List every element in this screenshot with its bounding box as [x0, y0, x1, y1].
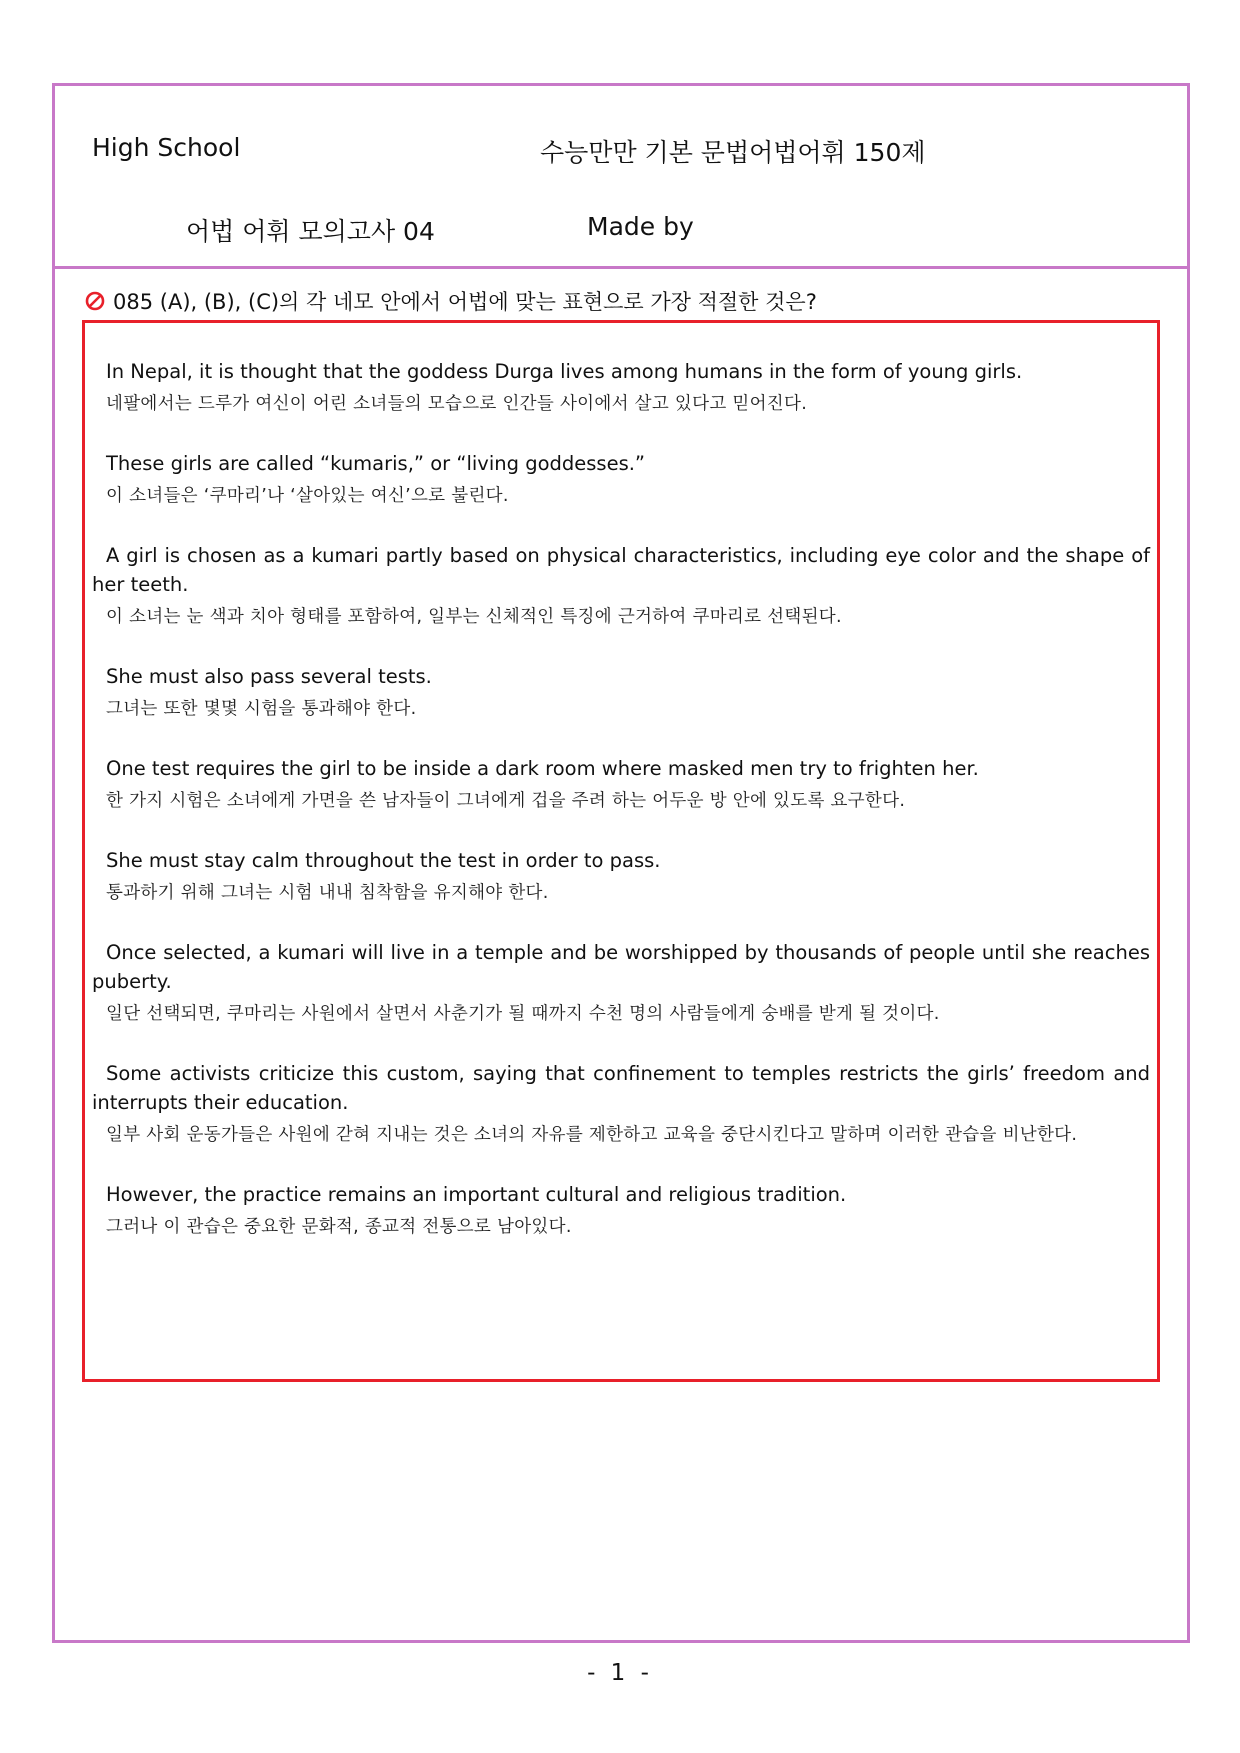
korean-translation: 일단 선택되면, 쿠마리는 사원에서 살면서 사춘기가 될 때까지 수천 명의 사람들에게 숭배를 받게 될 것이다. — [106, 1004, 940, 1024]
english-sentence: In Nepal, it is thought that the goddess Durga lives among humans in the form of young girls. — [106, 360, 1023, 383]
english-sentence: One test requires the girl to be inside a dark room where masked men try to frighten her. — [106, 757, 979, 780]
made-by-label: Made by — [587, 212, 694, 241]
sentence-pair — [92, 449, 1150, 511]
english-sentence: Once selected, a kumari will live in a temple and be worshipped by thousands of people until she reaches puberty. — [92, 941, 1150, 993]
korean-translation: 그러나 이 관습은 중요한 문화적, 종교적 전통으로 남아있다. — [106, 1217, 572, 1237]
school-level: High School — [92, 133, 241, 162]
question-text: 085 (A), (B), (C)의 각 네모 안에서 어법에 맞는 표현으로 가장 적절한 것은? — [113, 290, 817, 314]
english-sentence: These girls are called “kumaris,” or “living goddesses.” — [106, 452, 646, 475]
sentence-pair — [92, 541, 1150, 632]
sentence-pair — [92, 357, 1150, 419]
sentence-pair — [92, 846, 1150, 908]
korean-translation: 이 소녀들은 ‘쿠마리’나 ‘살아있는 여신’으로 불린다. — [106, 486, 509, 506]
workbook-title: 수능만만 기본 문법어법어휘 150제 — [540, 138, 926, 167]
question-heading — [85, 286, 817, 316]
english-sentence: A girl is chosen as a kumari partly based on physical characteristics, including eye color and the shape of her teeth. — [92, 544, 1150, 596]
sentence-pair — [92, 1180, 1150, 1242]
korean-translation: 그녀는 또한 몇몇 시험을 통과해야 한다. — [106, 699, 417, 719]
korean-translation: 이 소녀는 눈 색과 치아 형태를 포함하여, 일부는 신체적인 특징에 근거하여 쿠마리로 선택된다. — [106, 607, 842, 627]
header-divider — [55, 266, 1187, 269]
korean-translation: 한 가지 시험은 소녀에게 가면을 쓴 남자들이 그녀에게 겁을 주려 하는 어두운 방 안에 있도록 요구한다. — [106, 791, 906, 811]
english-sentence: She must stay calm throughout the test in order to pass. — [106, 849, 661, 872]
passage — [92, 357, 1150, 1272]
english-sentence: Some activists criticize this custom, saying that confinement to temples restricts the girls’ freedom and interrupts their education. — [92, 1062, 1150, 1114]
english-sentence: She must also pass several tests. — [106, 665, 432, 688]
page-number: - 1 - — [587, 1660, 653, 1686]
sentence-pair — [92, 938, 1150, 1029]
sentence-pair — [92, 662, 1150, 724]
sentence-pair — [92, 754, 1150, 816]
sentence-pair — [92, 1059, 1150, 1150]
korean-translation: 네팔에서는 드루가 여신이 어린 소녀들의 모습으로 인간들 사이에서 살고 있다고 믿어진다. — [106, 394, 808, 414]
korean-translation: 일부 사회 운동가들은 사원에 갇혀 지내는 것은 소녀의 자유를 제한하고 교육을 중단시킨다고 말하며 이러한 관습을 비난한다. — [106, 1125, 1078, 1145]
prohibition-icon — [85, 291, 105, 311]
english-sentence: However, the practice remains an important cultural and religious tradition. — [106, 1183, 847, 1206]
test-subtitle: 어법 어휘 모의고사 04 — [186, 217, 435, 246]
korean-translation: 통과하기 위해 그녀는 시험 내내 침착함을 유지해야 한다. — [106, 883, 549, 903]
